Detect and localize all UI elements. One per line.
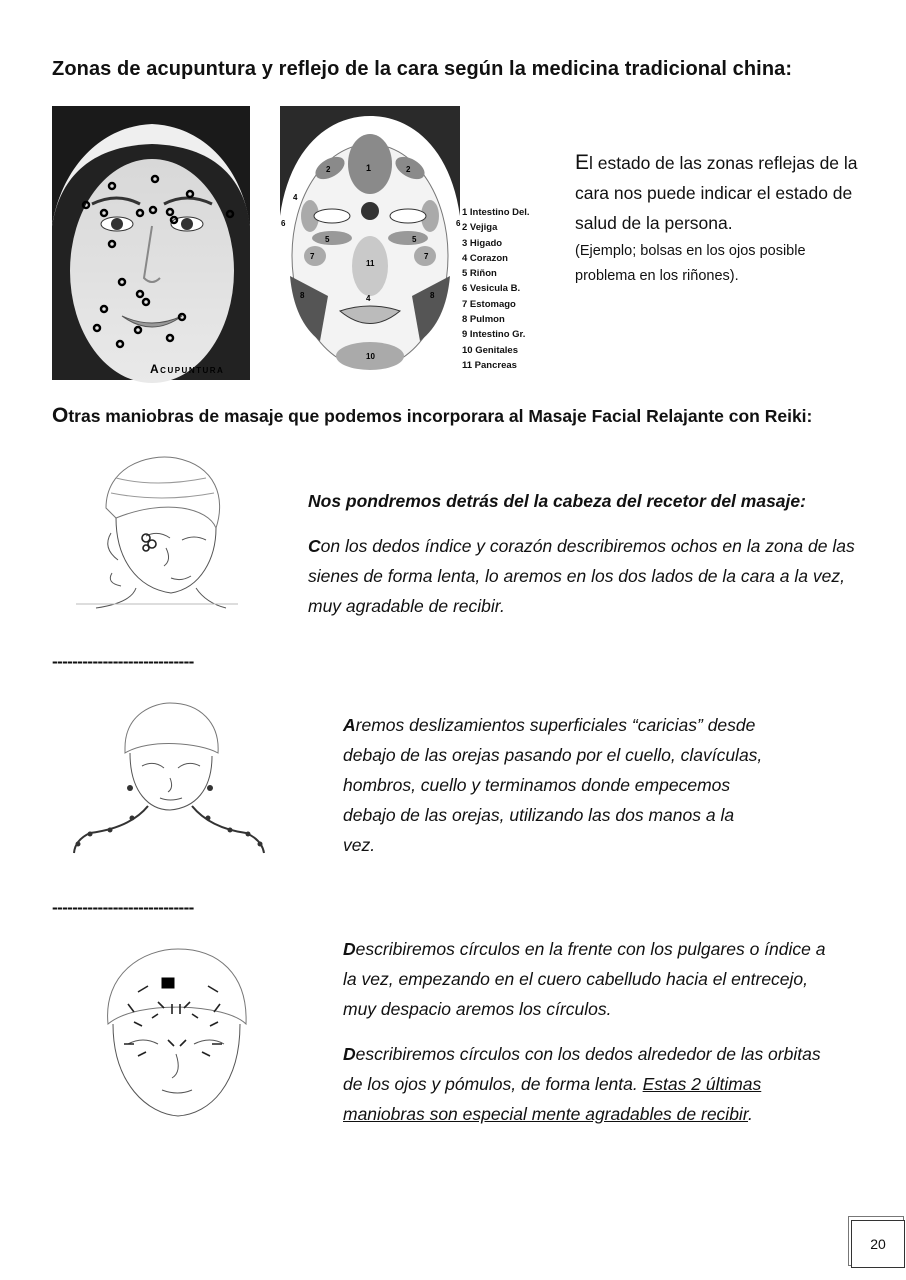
divider: ---------------------------- xyxy=(52,898,194,917)
svg-text:1: 1 xyxy=(366,163,372,173)
svg-text:7: 7 xyxy=(424,252,429,261)
svg-text:10: 10 xyxy=(366,352,375,361)
drop-cap: O xyxy=(52,404,69,427)
legend-item: 5 Riñon xyxy=(462,268,497,280)
svg-text:6: 6 xyxy=(456,219,461,228)
legend-item: 10 Genitales xyxy=(462,344,518,356)
maneuver-1-text xyxy=(308,486,858,636)
legend-item: 4 Corazon xyxy=(462,252,508,264)
maneuver-2-text xyxy=(343,710,763,860)
drop-cap: E xyxy=(575,151,590,174)
maneuver-2-body: remos deslizamientos superficiales “caricias” desde debajo de las orejas pasando por el cuello, clavículas, hombros, cuello y terminamos donde empecemos debajo de las orejas, utilizando las dos manos a la vez. xyxy=(343,715,763,855)
legend-item: 6 Vesicula B. xyxy=(462,283,521,295)
legend-item: 9 Intestino Gr. xyxy=(462,329,526,341)
reflex-zones-face-image xyxy=(280,106,460,376)
maneuver-4-emphasis: Estas 2 últimas maniobras son especial mente agradables de recibir xyxy=(343,1074,762,1124)
forehead-circles-illustration xyxy=(98,944,254,1128)
temple-massage-illustration xyxy=(76,448,238,632)
svg-text:6: 6 xyxy=(281,219,286,228)
drop-cap: A xyxy=(343,715,356,735)
legend-item: 8 Pulmon xyxy=(462,314,505,326)
acupuncture-caption: Acupuntura xyxy=(150,362,225,376)
svg-text:4: 4 xyxy=(293,193,298,202)
svg-text:5: 5 xyxy=(412,235,417,244)
svg-text:2: 2 xyxy=(406,165,411,174)
svg-text:5: 5 xyxy=(325,235,330,244)
section-heading xyxy=(52,404,812,428)
svg-text:4: 4 xyxy=(366,294,371,303)
maneuver-1-intro: Nos pondremos detrás del la cabeza del recetor del masaje: xyxy=(308,491,806,511)
section-heading-text: tras maniobras de masaje que podemos incorporara al Masaje Facial Relajante con Reiki: xyxy=(68,406,813,426)
reflex-zones-legend xyxy=(462,205,530,373)
drop-cap: D xyxy=(343,939,356,959)
drop-cap: D xyxy=(343,1044,356,1064)
svg-text:7: 7 xyxy=(310,252,315,261)
description-body: l estado de las zonas reflejas de la cara nos puede indicar el estado de salud de la persona. xyxy=(575,153,858,233)
maneuver-4-body xyxy=(343,1039,843,1129)
maneuver-3-body xyxy=(343,934,843,1024)
page-number-box xyxy=(851,1220,905,1268)
legend-item: 2 Vejiga xyxy=(462,222,498,234)
legend-item: 3 Higado xyxy=(462,237,503,249)
legend-item: 1 Intestino Del. xyxy=(462,207,530,218)
maneuver-1-body-text: on los dedos índice y corazón describiremos ochos en la zona de las sienes de forma lenta, lo aremos en los dos lados de la cara a la vez, muy agradable de recibir. xyxy=(308,536,855,616)
svg-text:8: 8 xyxy=(300,291,305,300)
maneuver-4-end: . xyxy=(748,1104,753,1124)
divider: ---------------------------- xyxy=(52,652,194,671)
maneuver-4-body-text: escribiremos círculos con los dedos alrededor de las orbitas de los ojos y pómulos, de forma lenta. xyxy=(343,1044,821,1094)
maneuver-3-text xyxy=(343,934,843,1144)
acupuncture-face-image xyxy=(52,106,250,380)
svg-text:8: 8 xyxy=(430,291,435,300)
neck-massage-illustration xyxy=(70,698,266,856)
svg-text:11: 11 xyxy=(366,259,375,268)
reflex-zones-description xyxy=(575,148,865,289)
legend-item: 11 Pancreas xyxy=(462,359,517,371)
page-number: 20 xyxy=(870,1236,886,1252)
svg-text:2: 2 xyxy=(326,165,331,174)
maneuver-1-body xyxy=(308,531,858,621)
drop-cap: C xyxy=(308,536,321,556)
page-title: Zonas de acupuntura y reflejo de la cara según la medicina tradicional china: xyxy=(52,58,793,80)
description-note: (Ejemplo; bolsas en los ojos posible problema en los riñones). xyxy=(575,243,806,284)
maneuver-3-body-text: escribiremos círculos en la frente con los pulgares o índice a la vez, empezando en el cuero cabelludo hacia el entrecejo, muy despacio aremos los círculos. xyxy=(343,939,826,1019)
legend-item: 7 Estomago xyxy=(462,298,516,310)
